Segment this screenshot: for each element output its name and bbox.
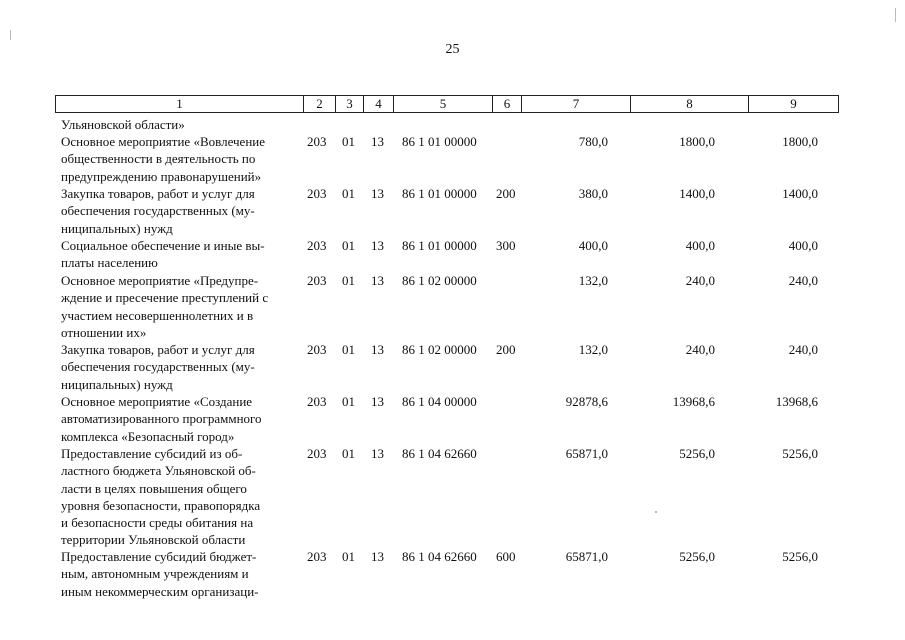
cell-target-article: 86 1 04 62660 bbox=[402, 446, 477, 461]
cell-amount-3: 1400,0 bbox=[782, 186, 818, 201]
cell-amount-2: 1800,0 bbox=[679, 134, 715, 149]
header-col-1: 1 bbox=[176, 96, 183, 111]
row-name-line: автоматизированного программного bbox=[61, 411, 262, 427]
row-name bbox=[61, 341, 297, 393]
cell-section: 01 bbox=[342, 238, 355, 253]
cell-expense-type: 600 bbox=[496, 549, 516, 564]
cell-subsection: 13 bbox=[371, 238, 384, 253]
cell-amount-1: 132,0 bbox=[578, 273, 608, 288]
cell-amount-3: 1800,0 bbox=[782, 134, 818, 149]
header-col-2: 2 bbox=[303, 96, 335, 112]
cell-target-article: 86 1 01 00000 bbox=[402, 134, 477, 149]
cell-target-article: 86 1 01 00000 bbox=[402, 186, 477, 201]
header-col-7: 7 bbox=[521, 96, 630, 112]
row-name-line: предупреждению правонарушений» bbox=[61, 168, 262, 184]
cell-expense-type: 300 bbox=[496, 238, 516, 253]
row-name-line: Предоставление субсидий из об- bbox=[61, 446, 243, 461]
scan-artifact bbox=[655, 511, 657, 513]
row-name-line: иным некоммерческим организаци- bbox=[61, 583, 259, 599]
cell-amount-2: 5256,0 bbox=[679, 549, 715, 564]
cell-ministry: 203 bbox=[307, 186, 327, 201]
cell-ministry: 203 bbox=[307, 238, 327, 253]
cell-subsection: 13 bbox=[371, 342, 384, 357]
continuation-line: Ульяновской области» bbox=[61, 117, 185, 132]
cell-section: 01 bbox=[342, 342, 355, 357]
row-name-line: Основное мероприятие «Создание bbox=[61, 394, 253, 409]
cell-expense-type: 200 bbox=[496, 186, 516, 201]
cell-ministry: 203 bbox=[307, 549, 327, 564]
row-name-line: платы населению bbox=[61, 255, 158, 271]
cell-amount-3: 240,0 bbox=[788, 342, 818, 357]
row-name-line: Закупка товаров, работ и услуг для bbox=[61, 186, 255, 201]
row-name-line: ниципальных) нужд bbox=[61, 220, 173, 236]
cell-subsection: 13 bbox=[371, 549, 384, 564]
row-name-line: Закупка товаров, работ и услуг для bbox=[61, 342, 255, 357]
cell-subsection: 13 bbox=[371, 186, 384, 201]
cell-amount-2: 13968,6 bbox=[672, 394, 715, 409]
cell-amount-3: 5256,0 bbox=[782, 549, 818, 564]
cell-amount-1: 380,0 bbox=[578, 186, 608, 201]
cell-target-article: 86 1 04 62660 bbox=[402, 549, 477, 564]
cell-amount-1: 400,0 bbox=[578, 238, 608, 253]
row-name-line: Предоставление субсидий бюджет- bbox=[61, 549, 257, 564]
cell-amount-2: 5256,0 bbox=[679, 446, 715, 461]
cell-ministry: 203 bbox=[307, 394, 327, 409]
scan-artifact bbox=[895, 8, 896, 22]
row-name-line: общественности в деятельность по bbox=[61, 151, 256, 167]
cell-target-article: 86 1 02 00000 bbox=[402, 342, 477, 357]
row-name bbox=[61, 548, 297, 600]
cell-ministry: 203 bbox=[307, 273, 327, 288]
row-name-line: уровня безопасности, правопорядка bbox=[61, 497, 261, 513]
row-name-line: обеспечения государственных (му- bbox=[61, 203, 255, 219]
cell-amount-2: 400,0 bbox=[685, 238, 715, 253]
row-name-line: ным, автономным учреждениям и bbox=[61, 566, 249, 582]
row-name-line: ждение и пресечение преступлений с bbox=[61, 290, 269, 306]
cell-ministry: 203 bbox=[307, 134, 327, 149]
cell-subsection: 13 bbox=[371, 394, 384, 409]
cell-amount-3: 400,0 bbox=[788, 238, 818, 253]
cell-amount-1: 780,0 bbox=[578, 134, 608, 149]
cell-section: 01 bbox=[342, 134, 355, 149]
cell-amount-1: 92878,6 bbox=[565, 394, 608, 409]
cell-expense-type: 200 bbox=[496, 342, 516, 357]
cell-amount-3: 240,0 bbox=[788, 273, 818, 288]
cell-amount-2: 240,0 bbox=[685, 273, 715, 288]
row-name-line: ниципальных) нужд bbox=[61, 376, 173, 392]
cell-section: 01 bbox=[342, 394, 355, 409]
cell-section: 01 bbox=[342, 549, 355, 564]
header-col-3: 3 bbox=[335, 96, 363, 112]
row-name-line: Социальное обеспечение и иные вы- bbox=[61, 238, 265, 253]
cell-ministry: 203 bbox=[307, 446, 327, 461]
row-name-line: отношении их» bbox=[61, 324, 147, 340]
row-name bbox=[61, 133, 297, 185]
cell-section: 01 bbox=[342, 186, 355, 201]
cell-target-article: 86 1 04 00000 bbox=[402, 394, 477, 409]
row-name-line: Основное мероприятие «Вовлечение bbox=[61, 134, 266, 149]
cell-ministry: 203 bbox=[307, 342, 327, 357]
row-name-line: и безопасности среды обитания на bbox=[61, 515, 254, 531]
cell-section: 01 bbox=[342, 273, 355, 288]
cell-subsection: 13 bbox=[371, 134, 384, 149]
cell-amount-2: 1400,0 bbox=[679, 186, 715, 201]
header-col-6: 6 bbox=[492, 96, 521, 112]
row-name-line: территории Ульяновской области bbox=[61, 532, 246, 548]
cell-amount-3: 5256,0 bbox=[782, 446, 818, 461]
row-name bbox=[61, 445, 297, 549]
row-name-line: ласти в целях повышения общего bbox=[61, 480, 247, 496]
header-col-9: 9 bbox=[748, 96, 838, 112]
header-col-5: 5 bbox=[393, 96, 492, 112]
cell-amount-1: 132,0 bbox=[578, 342, 608, 357]
row-name-line: обеспечения государственных (му- bbox=[61, 359, 255, 375]
row-name-line: участием несовершеннолетних и в bbox=[61, 307, 254, 323]
row-name-line: комплекса «Безопасный город» bbox=[61, 428, 235, 444]
cell-amount-2: 240,0 bbox=[685, 342, 715, 357]
row-name-line: Основное мероприятие «Предупре- bbox=[61, 273, 259, 288]
cell-subsection: 13 bbox=[371, 446, 384, 461]
cell-amount-3: 13968,6 bbox=[775, 394, 818, 409]
row-name bbox=[61, 185, 297, 237]
cell-target-article: 86 1 02 00000 bbox=[402, 273, 477, 288]
page-number: 25 bbox=[445, 42, 460, 57]
row-name bbox=[61, 272, 297, 341]
cell-target-article: 86 1 01 00000 bbox=[402, 238, 477, 253]
row-name bbox=[61, 393, 297, 445]
row-name-line: ластного бюджета Ульяновской об- bbox=[61, 463, 256, 479]
cell-amount-1: 65871,0 bbox=[565, 549, 608, 564]
header-col-8: 8 bbox=[630, 96, 748, 112]
cell-subsection: 13 bbox=[371, 273, 384, 288]
header-col-4: 4 bbox=[363, 96, 393, 112]
row-name bbox=[61, 237, 297, 272]
scan-artifact bbox=[10, 30, 11, 40]
cell-section: 01 bbox=[342, 446, 355, 461]
cell-amount-1: 65871,0 bbox=[565, 446, 608, 461]
